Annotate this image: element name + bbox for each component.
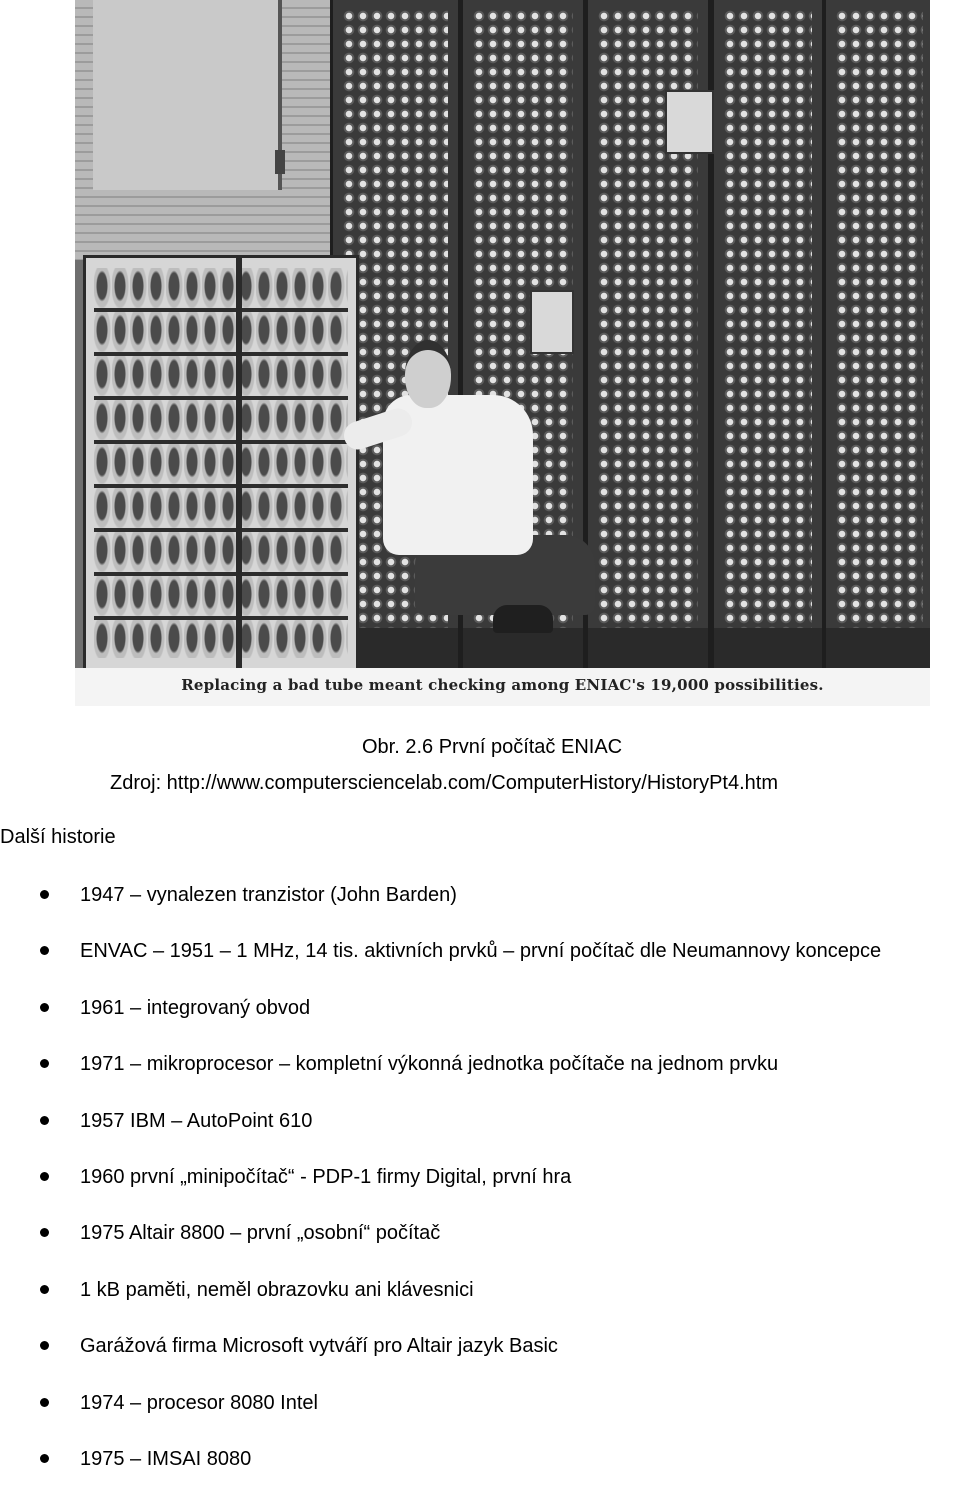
bullet-icon: [40, 1228, 49, 1237]
figure-source: Zdroj: http://www.computersciencelab.com/ComputerHistory/HistoryPt4.htm: [110, 772, 778, 794]
list-item: [0, 1392, 960, 1448]
list-item-text: Garážová firma Microsoft vytváří pro Altair jazyk Basic: [80, 1335, 558, 1358]
list-item-text: 1947 – vynalezen tranzistor (John Barden): [80, 884, 457, 906]
photo-rack-4: [711, 0, 825, 668]
bullet-icon: [40, 1454, 49, 1463]
bullet-icon: [40, 1285, 49, 1294]
bullet-icon: [40, 1116, 49, 1125]
photo-back-door: [93, 0, 282, 190]
list-item: [0, 1053, 960, 1109]
list-item-text: 1971 – mikroprocesor – kompletní výkonná jednotka počítače na jednom prvku: [80, 1053, 779, 1076]
list-item: [0, 1448, 960, 1504]
bullet-icon: [40, 890, 49, 899]
list-item: [0, 1166, 960, 1222]
photo-scene: [75, 0, 930, 668]
list-item: [0, 997, 960, 1053]
eniac-photo: [75, 0, 930, 706]
history-list: [0, 884, 960, 1504]
bullet-icon: [40, 1341, 49, 1350]
bullet-icon: [40, 1172, 49, 1181]
list-item-text: 1960 první „minipočítač“ - PDP-1 firmy Digital, první hra: [80, 1165, 572, 1188]
list-item: [0, 1335, 960, 1391]
section-title: Další historie: [0, 826, 116, 848]
figure-caption: Obr. 2.6 První počítač ENIAC: [362, 736, 623, 758]
list-item-text: 1 kB paměti, neměl obrazovku ani klávesnici: [80, 1278, 474, 1301]
photo-rack-5: [823, 0, 930, 668]
list-item-text: 1975 Altair 8800 – první „osobní“ počítač: [80, 1222, 441, 1245]
bullet-icon: [40, 1003, 49, 1012]
list-item: [0, 1110, 960, 1166]
list-item-text: ENVAC – 1951 – 1 MHz, 14 tis. aktivních prvků – první počítač dle Neumannovy koncepce: [80, 940, 882, 963]
list-item-text: 1974 – procesor 8080 Intel: [80, 1391, 318, 1414]
list-item-text: 1961 – integrovaný obvod: [80, 996, 311, 1019]
bullet-icon: [40, 1059, 49, 1068]
photo-technician: [343, 340, 603, 650]
photo-caption-text: Replacing a bad tube meant checking among ENIAC's 19,000 possibilities.: [181, 676, 824, 694]
photo-panel-box: [665, 90, 714, 154]
list-item: [0, 884, 960, 940]
bullet-icon: [40, 1398, 49, 1407]
list-item: [0, 940, 960, 996]
list-item-text: 1957 IBM – AutoPoint 610: [80, 1109, 313, 1132]
photo-door-handle: [275, 150, 285, 174]
list-item: [0, 1279, 960, 1335]
photo-back-wall: [75, 0, 355, 260]
bullet-icon: [40, 946, 49, 955]
photo-tube-cabinet: [83, 255, 359, 668]
list-item-text: 1975 – IMSAI 8080: [80, 1447, 252, 1470]
list-item: [0, 1222, 960, 1278]
